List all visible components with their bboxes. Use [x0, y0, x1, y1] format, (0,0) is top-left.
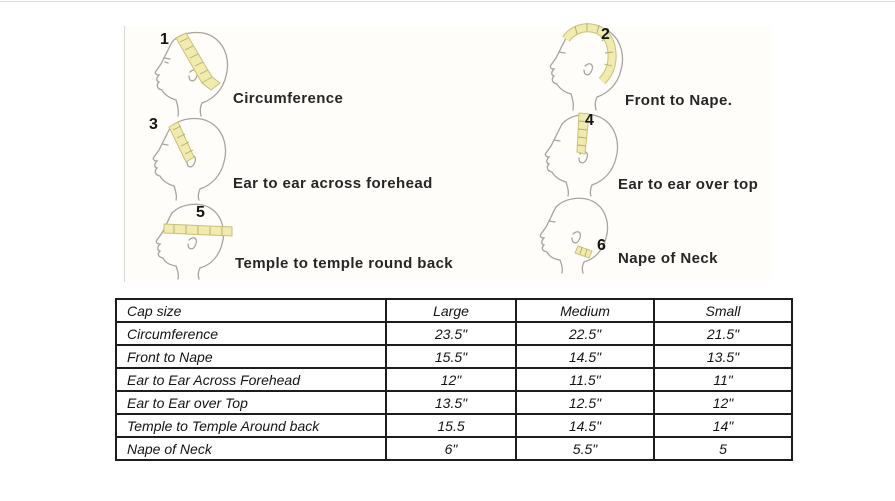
- figure-number: 5: [196, 204, 205, 221]
- table-row: [116, 322, 792, 345]
- value-large: 12": [386, 368, 516, 391]
- head-nape-of-neck-icon: [524, 194, 628, 274]
- head-ear-to-ear-top-icon: [528, 110, 628, 198]
- value-medium: 22.5": [516, 322, 654, 345]
- value-large: 15.5": [386, 345, 516, 368]
- value-small: 5: [654, 437, 792, 460]
- figure-label-circumference: Circumference: [233, 90, 344, 107]
- column-header-cap-size: Cap size: [116, 299, 386, 322]
- measurement-figure-nape-of-neck: [524, 194, 628, 274]
- value-small: 12": [654, 391, 792, 414]
- value-medium: 14.5": [516, 345, 654, 368]
- figure-number: 3: [149, 116, 158, 133]
- value-large: 23.5": [386, 322, 516, 345]
- table-row: [116, 345, 792, 368]
- column-header-medium: Medium: [516, 299, 654, 322]
- value-medium: 11.5": [516, 368, 654, 391]
- value-medium: 5.5": [516, 437, 654, 460]
- column-header-small: Small: [654, 299, 792, 322]
- measurement-figure-temple-to-temple: [140, 200, 244, 280]
- figure-number: 6: [597, 237, 606, 254]
- value-small: 21.5": [654, 322, 792, 345]
- figure-number: 1: [160, 31, 169, 48]
- value-large: 13.5": [386, 391, 516, 414]
- measurement-figure-circumference: [138, 28, 238, 118]
- value-small: 11": [654, 368, 792, 391]
- value-small: 13.5": [654, 345, 792, 368]
- measurement-figure-ear-to-ear-top: [528, 110, 628, 198]
- head-front-to-nape-icon: [533, 22, 633, 112]
- column-header-large: Large: [386, 299, 516, 322]
- figure-label-ear-to-ear-top: Ear to ear over top: [618, 176, 759, 193]
- figure-label-temple-to-temple: Temple to temple round back: [235, 255, 454, 272]
- scan-edge-line: [0, 1, 895, 2]
- row-label: Temple to Temple Around back: [116, 414, 386, 437]
- row-label: Circumference: [116, 322, 386, 345]
- measurement-figure-front-to-nape: [533, 22, 633, 112]
- table-header-row: [116, 299, 792, 322]
- cap-size-table: [115, 298, 793, 461]
- figure-label-ear-to-ear-forehead: Ear to ear across forehead: [233, 175, 433, 192]
- value-small: 14": [654, 414, 792, 437]
- value-medium: 12.5": [516, 391, 654, 414]
- figure-number: 2: [601, 26, 610, 43]
- figure-number: 4: [585, 112, 594, 129]
- figure-label-nape-of-neck: Nape of Neck: [618, 250, 718, 267]
- value-large: 15.5: [386, 414, 516, 437]
- value-medium: 14.5": [516, 414, 654, 437]
- row-label: Front to Nape: [116, 345, 386, 368]
- figure-label-front-to-nape: Front to Nape.: [625, 92, 733, 109]
- row-label: Nape of Neck: [116, 437, 386, 460]
- table-row: [116, 391, 792, 414]
- table-row: [116, 368, 792, 391]
- value-large: 6": [386, 437, 516, 460]
- row-label: Ear to Ear Across Forehead: [116, 368, 386, 391]
- head-temple-to-temple-icon: [140, 200, 244, 280]
- table-row: [116, 437, 792, 460]
- head-circumference-icon: [138, 28, 238, 118]
- measurement-figure-ear-to-ear-forehead: [136, 114, 236, 202]
- row-label: Ear to Ear over Top: [116, 391, 386, 414]
- table-row: [116, 414, 792, 437]
